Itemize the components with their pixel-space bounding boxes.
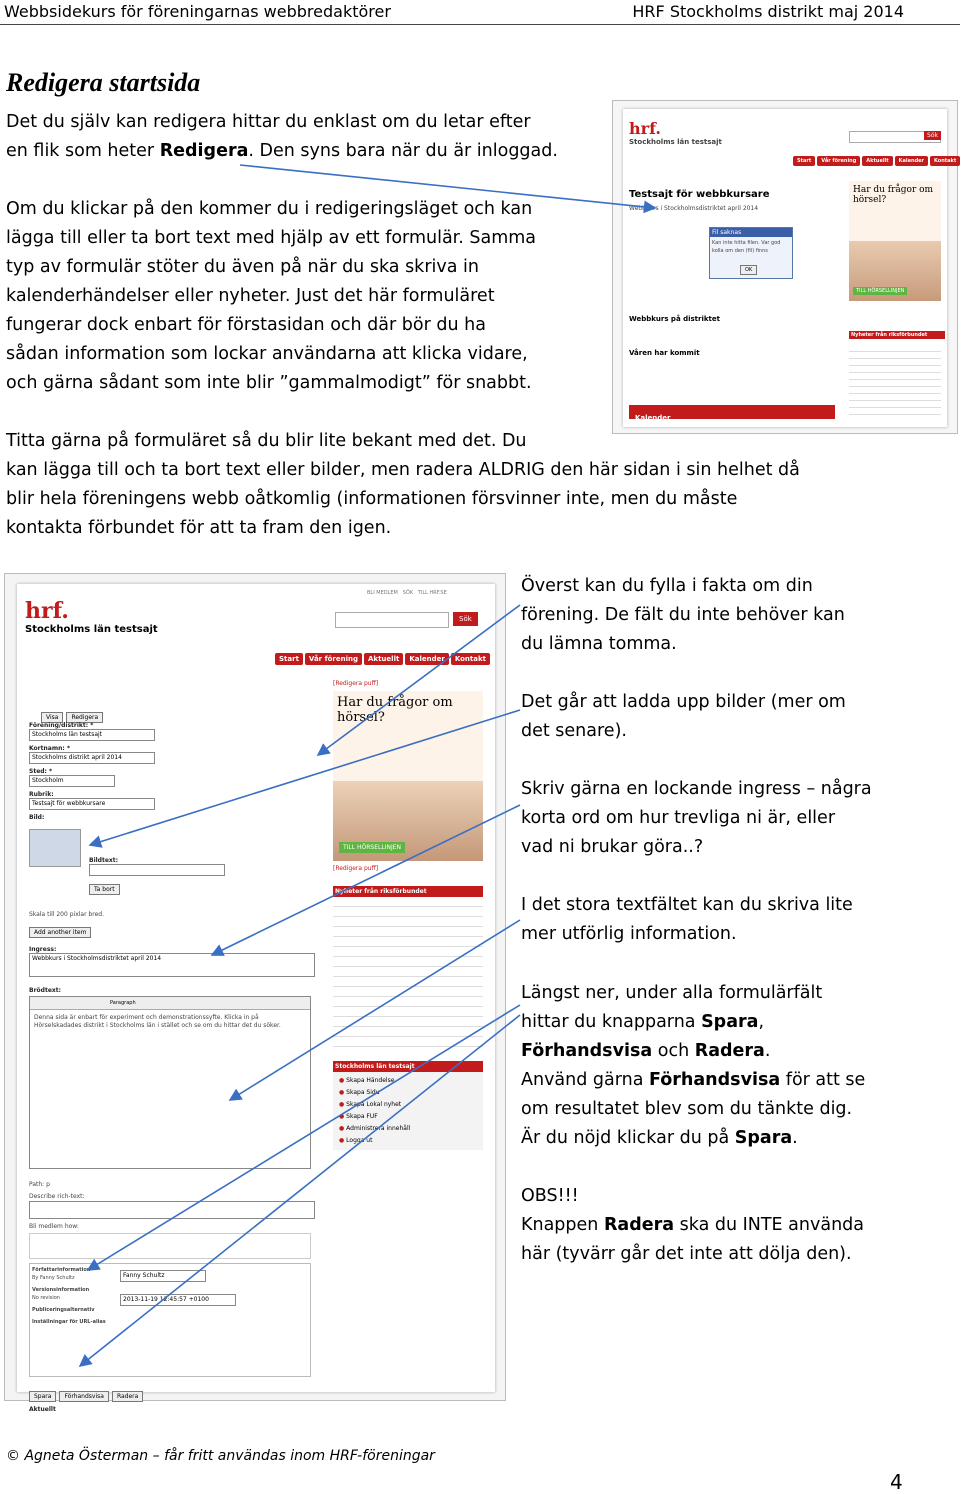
note-buttons: Längst ner, under alla formulärfält hittar du knapparna Spara, Förhandsvisa och Radera. Använd gärna Förhandsvisa för att se om resultatet blev som du tänkte dig. Är du nöjd klickar du på Spara. xyxy=(521,983,866,1148)
arrow-textfield xyxy=(230,920,520,1100)
admin-link[interactable]: ● Skapa Sidu xyxy=(339,1089,380,1096)
hrf-logo: hrf. xyxy=(629,119,661,138)
admin-link[interactable]: ● Skapa Lokal nyhet xyxy=(339,1101,402,1108)
save-button[interactable]: Spara xyxy=(29,1391,56,1402)
format-select: Paragraph xyxy=(30,997,310,1010)
note-ingress: Skriv gärna en lockande ingress – några korta ord om hur trevliga ni är, eller vad ni brukar göra..? xyxy=(521,779,872,857)
page-number: 4 xyxy=(890,1470,903,1494)
hrf-logo: hrf. xyxy=(25,598,69,624)
edit-puff-link[interactable]: [Redigera puff] xyxy=(333,865,379,872)
arrow-redigera xyxy=(240,165,655,208)
date-field[interactable]: 2013-11-19 12:45:57 +0100 xyxy=(120,1294,236,1306)
note-facts: Överst kan du fylla i fakta om din förening. De fält du inte behöver kan du lämna tomma. xyxy=(521,576,845,654)
search-button[interactable]: Sök xyxy=(924,131,941,140)
menu-item[interactable]: Aktuellt xyxy=(364,653,403,665)
menu-item[interactable]: Kalender xyxy=(405,653,449,665)
intro-paragraph-2: Om du klickar på den kommer du i redigeringsläget och kan lägga till eller ta bort text med hjälp av ett formulär. Samma typ av formulär stöter du även på när du ska skriva in kalenderhändelser eller nyheter. Just det här formuläret fungerar dock enbart för förstasidan och där bör du ha sådan information som lockar användarna att klicka vidare, och gärna sådant som inte blir ”gammalmodigt” för snabbt. xyxy=(6,199,537,393)
page-subheading: Webbkurs i Stockholmsdistriktet april 2014 xyxy=(629,205,759,212)
author-field[interactable]: Fanny Schultz xyxy=(120,1270,206,1282)
news-title-1[interactable]: Webbkurs på distriktet xyxy=(629,315,720,323)
admin-link[interactable]: ● Administrera innehåll xyxy=(339,1125,411,1132)
ingress-field[interactable]: Webbkurs i Stockholmsdistriktet april 2014 xyxy=(29,953,315,977)
intro-paragraph-1: Det du själv kan redigera hittar du enklast om du letar efter en flik som heter Redigera. Den syns bara när du är inloggad. xyxy=(6,112,558,161)
menu-item[interactable]: Kontakt xyxy=(451,653,490,665)
arrow-facts xyxy=(318,605,520,755)
admin-box-title: Stockholms län testsajt xyxy=(333,1061,483,1072)
menu-item[interactable]: Aktuellt xyxy=(862,156,892,166)
shortname-field[interactable]: Stockholms distrikt april 2014 xyxy=(29,752,155,764)
vertical-tabs: Författarinformation By Fanny Schultz Versionsinformation No revision Publiceringsalternativ Inställningar för URL-alias Fanny Schultz 2013-11-19 12:45:57 +0100 xyxy=(29,1263,311,1377)
url-alias-tab[interactable]: Inställningar för URL-alias xyxy=(32,1319,106,1325)
header-right: HRF Stockholms distrikt maj 2014 xyxy=(632,2,904,21)
note-textfield: I det stora textfältet kan du skriva lite mer utförlig information. xyxy=(521,895,853,944)
arrow-ingress xyxy=(212,805,520,955)
delete-button[interactable]: Radera xyxy=(112,1391,143,1402)
add-item-button[interactable]: Add another item xyxy=(29,927,91,938)
menu-item[interactable]: Kontakt xyxy=(930,156,960,166)
top-link[interactable]: BLI MEDLEM xyxy=(367,590,398,596)
hearing-promo: Har du frågor om hörsel? TILL HÖRSELLINJEN xyxy=(849,181,941,301)
site-name: Stockholms län testsajt xyxy=(629,138,722,146)
section-title: Redigera startsida xyxy=(6,68,201,97)
association-field[interactable]: Stockholms län testsajt xyxy=(29,729,155,741)
image-caption-label: Bildtext: xyxy=(89,857,119,864)
tab-redigera[interactable]: Redigera xyxy=(66,712,103,723)
menu-item[interactable]: Vår förening xyxy=(817,156,860,166)
aktuellt-label: Aktuellt xyxy=(29,1406,56,1413)
federation-news-title: Nyheter från riksförbundet xyxy=(849,331,945,339)
arrow-images xyxy=(90,710,520,845)
remove-image-button[interactable]: Ta bort xyxy=(89,884,120,895)
body-label: Brödtext: xyxy=(29,987,62,994)
dialog-ok-button[interactable]: OK xyxy=(740,265,757,275)
hearing-promo: Har du frågor om hörsel? TILL HÖRSELLINJEN xyxy=(333,691,483,861)
note-warning: OBS!!! Knappen Radera ska du INTE använda här (tyvärr går det inte att dölja den). xyxy=(521,1186,864,1264)
calendar-bar: Kalender xyxy=(629,405,835,419)
body-text: Denna sida är enbart för experiment och demonstrationssyfte. Klicka in på Hörselskadades distrikt i Stockholms län i stället och se om du hittar det du söker. xyxy=(34,1014,281,1029)
arrow-buttons-2 xyxy=(80,1015,520,1366)
admin-link[interactable]: ● Skapa Händelse xyxy=(339,1077,395,1084)
search-button[interactable]: Sök xyxy=(453,612,478,626)
field-label: Kortnamn: * xyxy=(29,745,70,752)
site-name: Stockholms län testsajt xyxy=(25,624,158,635)
author-tab[interactable]: Författarinformation xyxy=(32,1267,91,1273)
place-field[interactable]: Stockholm xyxy=(29,775,115,787)
field-label: Förening/distrikt: * xyxy=(29,722,94,729)
menu-item[interactable]: Start xyxy=(275,653,303,665)
arrow-buttons-1 xyxy=(88,1005,520,1270)
menu-item[interactable]: Start xyxy=(793,156,815,166)
ingress-label: Ingress: xyxy=(29,946,57,953)
footer-copyright: © Agneta Österman – får fritt användas inom HRF-föreningar xyxy=(6,1448,435,1464)
revision-tab[interactable]: Versionsinformation xyxy=(32,1287,90,1293)
headline-field[interactable]: Testsajt för webbkursare xyxy=(29,798,155,810)
admin-link[interactable]: ● Skapa FUF xyxy=(339,1113,378,1120)
publishing-tab[interactable]: Publiceringsalternativ xyxy=(32,1307,95,1313)
page-heading: Testsajt för webbkursare xyxy=(629,189,770,200)
admin-link[interactable]: ● Logga ut xyxy=(339,1137,373,1144)
menu-item[interactable]: Kalender xyxy=(895,156,928,166)
note-images: Det går att ladda upp bilder (mer om det senare). xyxy=(521,692,846,741)
image-label: Bild: xyxy=(29,814,45,821)
description-label: Describe rich-text: xyxy=(29,1193,85,1200)
federation-news-title: Nyheter från riksförbundet xyxy=(333,886,483,897)
field-label: Rubrik: xyxy=(29,791,54,798)
path-label: Path: p xyxy=(29,1181,50,1188)
size-note: Skala till 200 pixlar bred. xyxy=(29,911,105,918)
hearing-line-button[interactable]: TILL HÖRSELLINJEN xyxy=(853,287,907,295)
edit-puff-link[interactable]: [Redigera puff] xyxy=(333,680,379,687)
top-link[interactable]: SÖK xyxy=(402,590,414,596)
intro-paragraph-3: Titta gärna på formuläret så du blir lite bekant med det. Du kan lägga till och ta bort text eller bilder, men radera ALDRIG den här sidan i sin helhet då blir hela föreningens webb oåtkomlig (informationen försvinner inte, men du måste kontakta förbundet för att ta fram den igen. xyxy=(6,431,800,538)
menu-label: Bli medlem how: xyxy=(29,1223,79,1230)
preview-button[interactable]: Förhandsvisa xyxy=(59,1391,109,1402)
hearing-line-button[interactable]: TILL HÖRSELLINJEN xyxy=(339,842,405,853)
field-label: Sted: * xyxy=(29,768,53,775)
tab-visa[interactable]: Visa xyxy=(41,712,63,723)
header-left: Webbsidekurs för föreningarnas webbredaktörer xyxy=(4,2,391,21)
dialog-text: Kan inte hitta filen. Var god kolla om den (fil) finns xyxy=(712,240,781,254)
top-link[interactable]: TILL HRF.SE xyxy=(417,590,447,596)
news-title-2[interactable]: Våren har kommit xyxy=(629,349,700,357)
dialog-title: Fil saknas xyxy=(710,228,792,237)
menu-item[interactable]: Vår förening xyxy=(305,653,362,665)
